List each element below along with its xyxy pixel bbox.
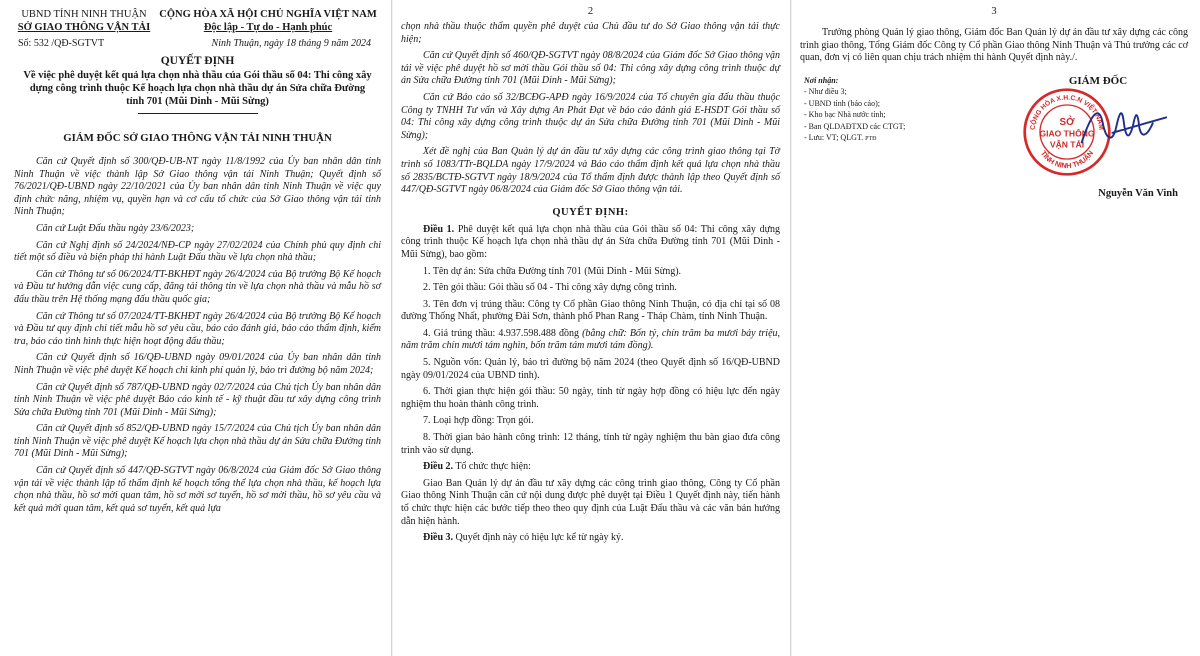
- issuing-agency: [14, 8, 154, 34]
- recipient-item: - UBND tỉnh (báo cáo);: [804, 98, 880, 108]
- article-1: [401, 224, 780, 262]
- article-1-head: Điều 1.: [423, 223, 455, 235]
- article-1-text: Phê duyệt kết quả lựa chọn nhà thầu của Gói thầu số 04: Thi công xây dựng công trình thuộc Kế hoạch lựa chọn nhà thầu dự án Sửa chữa Đường tỉnh 701 (Mũi Dinh - Mũi Sừng), bao gồm:: [401, 223, 781, 260]
- signer-name: Nguyễn Văn Vinh: [1098, 187, 1178, 199]
- recipient-item: [804, 132, 994, 146]
- recipient-item: - Kho bạc Nhà nước tỉnh;: [804, 110, 886, 120]
- legal-basis: Căn cứ Quyết định số 460/QĐ-SGTVT ngày 08/8/2024 của Giám đốc Sở Giao thông vận tải về việc phê duyệt hồ sơ mời thầu Gói thầu số 04: Thi công xây dựng công trình thuộc dự án Sửa chữa Đường tỉnh 701 (Mũi Dinh - Mũi Sừng);: [401, 50, 780, 87]
- article-1-item: 6. Thời gian thực hiện gói thầu: 50 ngày, tính từ ngày hợp đồng có hiệu lực đến ngày nghiệm thu hoàn thành công trình.: [401, 386, 780, 410]
- signature-block: [800, 75, 1188, 205]
- article-1-item: 5. Nguồn vốn: Quản lý, bảo trì đường bộ năm 2024 (theo Quyết định số 16/QĐ-UBND ngày 09/01/2024 của UBND tỉnh).: [401, 357, 780, 381]
- article-1-item: 2. Tên gói thầu: Gói thầu số 04 - Thi công xây dựng công trình.: [423, 282, 677, 294]
- legal-basis: Căn cứ Quyết định số 852/QĐ-UBND ngày 15/7/2024 của Chủ tịch Ủy ban nhân dân tỉnh Ninh Thuận về việc phê duyệt Kế hoạch lựa chọn nhà thầu dự án Sửa chữa Đường tỉnh 701 (Mũi Dinh - Mũi Sừng);: [14, 423, 381, 460]
- document-header: [14, 8, 381, 34]
- article-1-item: 1. Tên dự án: Sửa chữa Đường tỉnh 701 (Mũi Dinh - Mũi Sừng).: [423, 265, 682, 277]
- legal-basis: Căn cứ Luật Đấu thầu ngày 23/6/2023;: [36, 222, 195, 234]
- country-name: CỘNG HÒA XÃ HỘI CHỦ NGHĨA VIỆT NAM: [159, 9, 377, 20]
- decision-heading: QUYẾT ĐỊNH:: [552, 206, 629, 218]
- page-number: 3: [991, 6, 997, 17]
- legal-basis: chọn nhà thầu thuộc thẩm quyền phê duyệt của Chủ đầu tư do Sở Giao thông vận tải thực hiện;: [401, 21, 780, 45]
- number-date-line: [14, 38, 381, 49]
- article-2-text: Giao Ban Quản lý dự án đầu tư xây dựng các công trình giao thông, Công ty Cổ phần Giao thông Ninh Thuận căn cứ nội dung được phê duyệt tại Điều 1 Quyết định này, tiến hành tổ chức thực hiện các bước tiếp theo theo quy định của Luật Đấu thầu và các văn bản hướng dẫn hiện hành.: [401, 477, 780, 527]
- legal-bases: [14, 156, 381, 515]
- article-1-item: [401, 328, 780, 353]
- authority-line: GIÁM ĐỐC SỞ GIAO THÔNG VẬN TẢI NINH THUẬN: [63, 132, 332, 144]
- article-1-item: 8. Thời gian bảo hành công trình: 12 tháng, tính từ ngày nghiệm thu bàn giao đưa công trình vào sử dụng.: [401, 432, 780, 456]
- article-3-text: Quyết định này có hiệu lực kể từ ngày ký.: [453, 532, 624, 544]
- legal-basis: Căn cứ Nghị định số 24/2024/NĐ-CP ngày 27/02/2024 của Chính phủ quy định chi tiết một số điều và biện pháp thi hành Luật Đấu thầu về lựa chọn nhà thầu;: [14, 239, 381, 264]
- recipient-item: - Ban QLDAĐTXD các CTGT;: [804, 121, 906, 131]
- signer: [1008, 75, 1188, 205]
- national-motto: [155, 8, 381, 34]
- handwritten-signature-icon: [1074, 93, 1170, 163]
- recipient-item-text: - Lưu: VT; QLGT.: [804, 133, 864, 143]
- article-1-item: 7. Loại hợp đồng: Trọn gói.: [423, 415, 534, 427]
- article-1-item: 3. Tên đơn vị trúng thầu: Công ty Cổ phần Giao thông Ninh Thuận, có địa chỉ tại số 08 đường Thống Nhất, phường Đài Sơn, thành phố Phan Rang - Tháp Chàm, tỉnh Ninh Thuận.: [401, 298, 780, 323]
- doc-subject: Về việc phê duyệt kết quả lựa chọn nhà thầu của Gói thầu số 04: Thi công xây dựng công trình thuộc Kế hoạch lựa chọn nhà thầu dự án Sửa chữa Đường tỉnh 701 (Mũi Dinh - Mũi Sừng): [23, 70, 372, 107]
- legal-basis: Căn cứ Quyết định số 16/QĐ-UBND ngày 09/01/2024 của Ủy ban nhân dân tỉnh Ninh Thuận về việc phê duyệt Kế hoạch chi kinh phí quản lý, bảo trì đường bộ năm 2024;: [14, 352, 381, 376]
- page-3: [792, 0, 1200, 656]
- legal-basis: Căn cứ Thông tư số 07/2024/TT-BKHĐT ngày 26/4/2024 của Bộ trưởng Bộ Kế hoạch và Đầu tư quy định chi tiết mẫu hồ sơ yêu cầu, báo cáo đánh giá, báo cáo thẩm định, kiểm tra, báo cáo tình hình thực hiện hoạt động đấu thầu;: [14, 310, 381, 347]
- legal-basis: Căn cứ Báo cáo số 32/BCĐG-APĐ ngày 16/9/2024 của Tổ chuyên gia đấu thầu thuộc Công ty TNHH Tư vấn và Xây dựng An Phát Đạt về báo cáo đánh giá E-HSDT Gói thầu số 04: Thi công xây dựng công trình thuộc dự án Sửa chữa Đường tỉnh 701 (Mũi Dinh - Mũi Sừng);: [401, 91, 780, 141]
- doc-title: QUYẾT ĐỊNH: [160, 55, 235, 67]
- legal-basis: Căn cứ Thông tư số 06/2024/TT-BKHĐT ngày 26/4/2024 của Bộ trưởng Bộ Kế hoạch và Đầu tư hướng dẫn việc cung cấp, đăng tải thông tin về lựa chọn nhà thầu và mẫu hồ sơ đấu thầu trên Hệ thống mạng đấu thầu quốc gia;: [14, 268, 381, 305]
- recipient-item: - Như điều 3;: [804, 87, 847, 97]
- page-2: [393, 0, 791, 656]
- legal-basis: Căn cứ Quyết định số 787/QĐ-UBND ngày 02/7/2024 của Chủ tịch Ủy ban nhân dân tỉnh Ninh Thuận về việc phê duyệt Báo cáo kinh tế - kỹ thuật đầu tư xây dựng công trình Sửa chữa Đường tỉnh 701 (Mũi Dinh - Mũi Sừng);: [14, 381, 381, 418]
- contract-price: 4. Giá trúng thầu: 4.937.598.488 đồng: [423, 327, 583, 339]
- page-1: [0, 0, 392, 656]
- page-number: 2: [587, 6, 594, 17]
- signer-title: GIÁM ĐỐC: [1068, 74, 1128, 87]
- parent-agency: UBND TỈNH NINH THUẬN: [21, 9, 147, 20]
- recipients-title: Nơi nhận:: [804, 75, 839, 85]
- svg-text:TỈNH NINH THUẬN: TỈNH NINH THUẬN: [1038, 148, 1096, 170]
- svg-text:CỘNG HÒA X.H.C.N VIỆT NAM: CỘNG HÒA X.H.C.N VIỆT NAM: [1029, 94, 1105, 131]
- recipients-list: [800, 75, 994, 205]
- contract-price-words: (bằng chữ: Bốn tỷ, chín trăm ba mươi bảy triệu, năm trăm chín mươi tám nghìn, bốn trăm tám mươi tám đồng).: [401, 327, 781, 352]
- article-3: [401, 532, 780, 545]
- motto: Độc lập - Tự do - Hạnh phúc: [203, 22, 333, 33]
- legal-basis: Xét đề nghị của Ban Quản lý dự án đầu tư xây dựng các công trình giao thông tại Tờ trình số 1083/TTr-BQLDA ngày 17/9/2024 và Báo cáo thẩm định kết quả lựa chọn nhà thầu số 2835/BCTĐ-SGTVT ngày 18/9/2024 của Tổ thẩm định được thành lập theo Quyết định số 447/QĐ-SGTVT ngày 06/8/2024 của Giám đốc Sở Giao thông vận tải.: [401, 146, 780, 196]
- divider: [138, 113, 258, 114]
- legal-basis: Căn cứ Quyết định số 300/QĐ-UB-NT ngày 11/8/1992 của Ủy ban nhân dân tỉnh Ninh Thuận về việc thành lập Sở Giao thông vận tải Ninh Thuận; Quyết định số 76/2021/QĐ-UBND ngày 22/10/2021 của Ủy ban nhân dân tỉnh Ninh Thuận về việc quy định chức năng, nhiệm vụ, quyền hạn và cơ cấu tổ chức của Sở Giao thông vận tải tỉnh Ninh Thuận;: [14, 156, 381, 218]
- agency-name: SỞ GIAO THÔNG VẬN TẢI: [17, 22, 151, 33]
- svg-text:SỞ: SỞ: [1059, 116, 1075, 128]
- drafter-initials: PTĐ: [865, 136, 877, 143]
- svg-text:VẬN TẢI: VẬN TẢI: [1049, 139, 1085, 150]
- doc-number: Số: 532 /QĐ-SGTVT: [18, 38, 105, 49]
- svg-text:GIAO THÔNG: GIAO THÔNG: [1039, 128, 1095, 139]
- article-2-head: Điều 2.: [423, 461, 453, 473]
- article-3-head: Điều 3.: [423, 532, 453, 544]
- legal-basis: Căn cứ Quyết định số 447/QĐ-SGTVT ngày 06/8/2024 của Giám đốc Sở Giao thông vận tải về việc thành lập tổ thẩm định kế hoạch tổng thể lựa chọn nhà thầu, kế hoạch lựa chọn nhà thầu, hồ sơ mời quan tâm, hồ sơ mời sơ tuyển, hồ sơ mời thầu, hồ sơ yêu cầu và kết quả mời quan tâm, kết quả sơ tuyển, kết quả lựa: [14, 465, 381, 514]
- article-2: [401, 461, 780, 474]
- closing-paragraph: Trưởng phòng Quản lý giao thông, Giám đốc Ban Quản lý dự án đầu tư xây dựng các công trình giao thông, Tổng Giám đốc Công ty Cổ phần Giao thông Ninh Thuận và Thủ trưởng các cơ quan, đơn vị có liên quan chịu trách nhiệm thi hành Quyết định này./.: [800, 27, 1188, 64]
- article-2-title: Tổ chức thực hiện:: [453, 461, 531, 473]
- place-date: Ninh Thuận, ngày 18 tháng 9 năm 2024: [211, 38, 371, 49]
